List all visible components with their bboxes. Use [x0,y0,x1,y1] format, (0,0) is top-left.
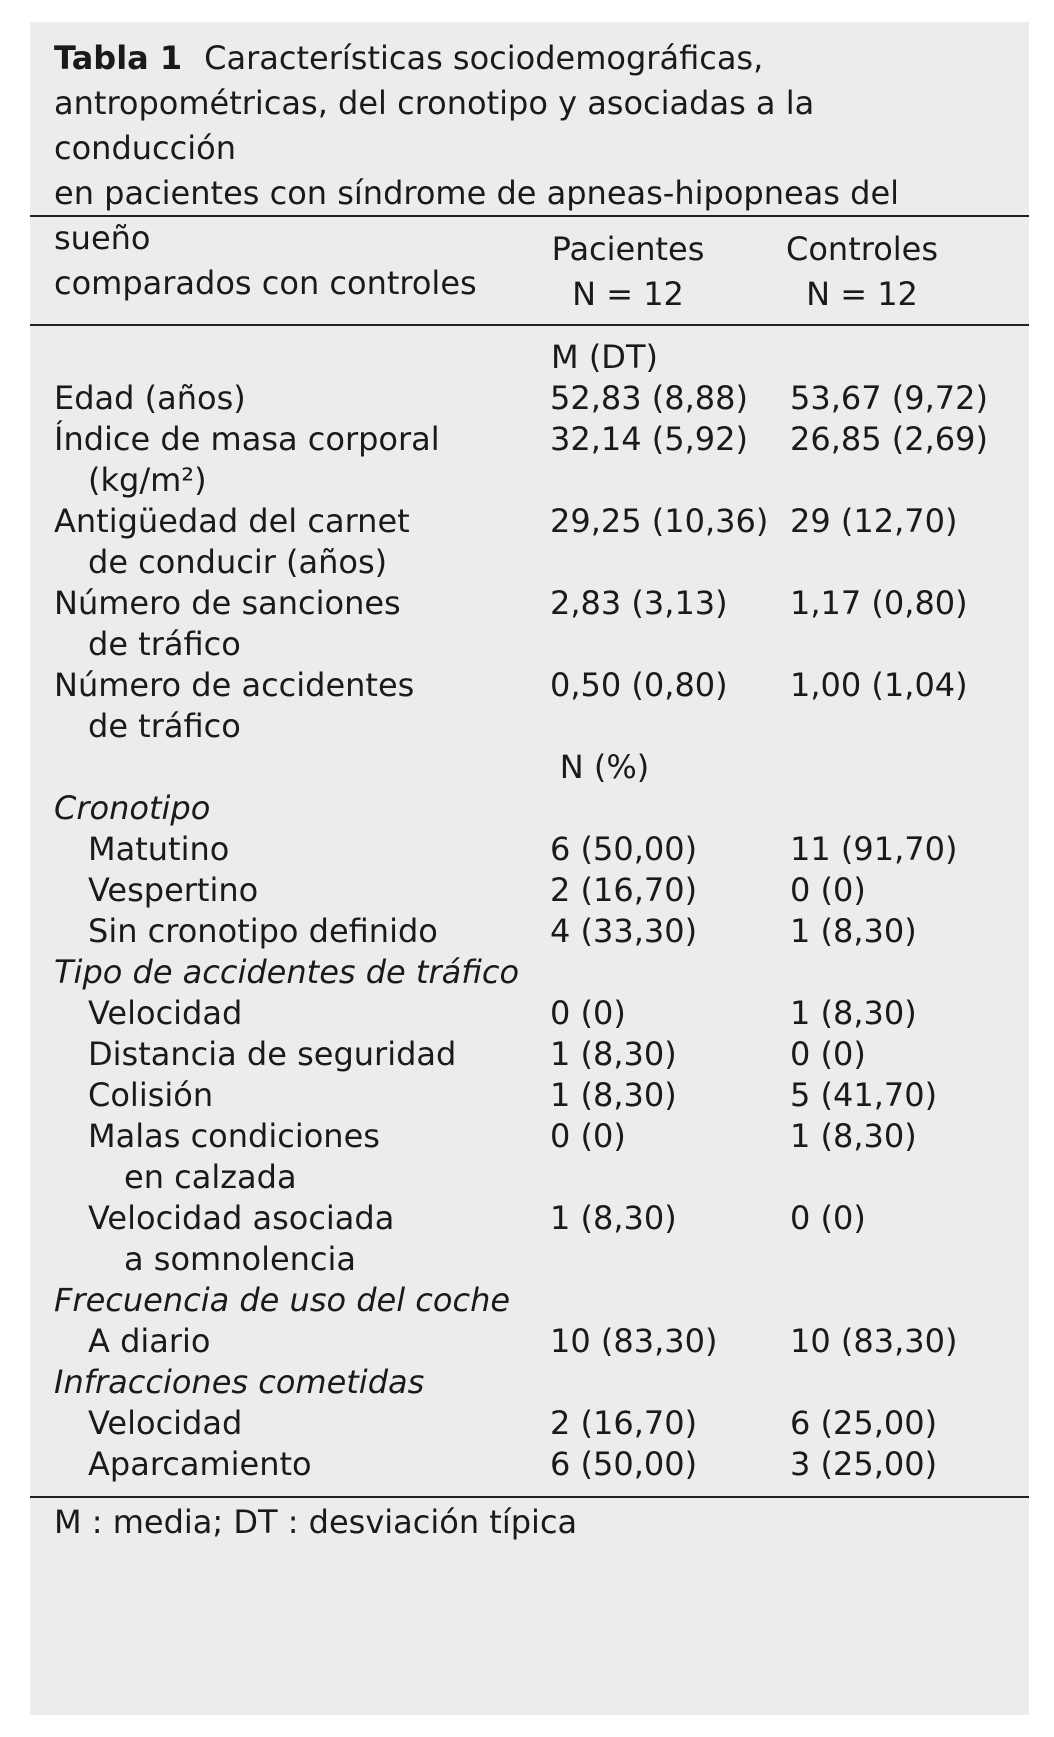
top-rule [30,215,1029,217]
row-label: de conducir (años) [88,543,388,581]
section-label: Infracciones cometidas [54,1363,425,1401]
row-label: Matutino [88,830,230,868]
table-row [30,458,1029,503]
row-label: Distancia de seguridad [88,1035,457,1073]
caption-line: Características sociodemográficas, [204,39,764,77]
table-row [30,663,1029,708]
table-row [30,499,1029,544]
subhead-pct: N (%) [559,748,650,786]
row-label: en calzada [124,1158,297,1196]
cell-pacientes: 1 (8,30) [550,1199,677,1237]
table-row [30,909,1029,954]
cell-pacientes: 4 (33,30) [550,912,698,950]
cell-controles: 10 (83,30) [790,1322,958,1360]
table-card [30,22,1029,1715]
cell-pacientes: 2 (16,70) [550,1404,698,1442]
cell-controles: 0 (0) [790,871,866,909]
column-header-line: Pacientes [551,230,705,268]
row-label: de tráfico [88,625,241,663]
cell-controles: 1 (8,30) [790,912,917,950]
table-row [30,581,1029,626]
cell-controles: 1 (8,30) [790,994,917,1032]
cell-pacientes: 6 (50,00) [550,830,698,868]
section-row [30,1360,1029,1405]
cell-controles: 11 (91,70) [790,830,958,868]
section-label: Cronotipo [54,789,211,827]
cell-pacientes: 1 (8,30) [550,1035,677,1073]
bottom-rule [30,1496,1029,1498]
caption-line: comparados con controles [54,264,477,302]
cell-controles: 0 (0) [790,1035,866,1073]
row-label: Velocidad asociada [88,1199,395,1237]
row-label: a somnolencia [124,1240,357,1278]
section-row [30,786,1029,831]
table-row [30,827,1029,872]
table-row [30,376,1029,421]
row-label: Velocidad [88,994,243,1032]
cell-controles: 1,17 (0,80) [790,584,968,622]
table-row [30,1442,1029,1487]
row-label: Número de accidentes [54,666,415,704]
row-label: Malas condiciones [88,1117,380,1155]
table-row [30,1155,1029,1200]
cell-pacientes: 1 (8,30) [550,1076,677,1114]
table-row [30,1114,1029,1159]
row-label: Número de sanciones [54,584,401,622]
table-row [30,622,1029,667]
subhead-mean: M (DT) [551,338,658,376]
cell-controles: 1 (8,30) [790,1117,917,1155]
row-label: Sin cronotipo definido [88,912,438,950]
section-label: Frecuencia de uso del coche [54,1281,511,1319]
row-label: Colisión [88,1076,214,1114]
section-row [30,950,1029,995]
row-label: A diario [88,1322,211,1360]
cell-controles: 1,00 (1,04) [790,666,968,704]
cell-pacientes: 2 (16,70) [550,871,698,909]
table-row [30,1237,1029,1282]
section-row [30,1278,1029,1323]
caption-line: antropométricas, del cronotipo y asociadas a la conducción [54,84,815,167]
table-footnote: M : media; DT : desviación típica [54,1503,578,1541]
column-header-line: N = 12 [806,275,918,313]
cell-pacientes: 10 (83,30) [550,1322,718,1360]
table-row [30,1196,1029,1241]
row-label: Edad (años) [54,379,246,417]
table-row [30,991,1029,1036]
row-label: Aparcamiento [88,1445,312,1483]
caption-line: en pacientes con síndrome de apneas-hipopneas del sueño [54,174,900,257]
table-row [30,1032,1029,1077]
cell-controles: 5 (41,70) [790,1076,938,1114]
table-row [30,1319,1029,1364]
cell-pacientes: 6 (50,00) [550,1445,698,1483]
row-label: Velocidad [88,1404,243,1442]
cell-controles: 26,85 (2,69) [790,420,988,458]
section-label: Tipo de accidentes de tráfico [54,953,520,991]
table-row [30,704,1029,749]
table-row [30,1401,1029,1446]
subhead-row [30,335,1029,380]
cell-pacientes: 29,25 (10,36) [550,502,769,540]
cell-pacientes: 2,83 (3,13) [550,584,728,622]
cell-controles: 29 (12,70) [790,502,958,540]
cell-pacientes: 32,14 (5,92) [550,420,748,458]
row-label: (kg/m²) [88,461,207,499]
header-rule [30,324,1029,326]
row-label: Vespertino [88,871,259,909]
table-row [30,417,1029,462]
column-header-line: N = 12 [572,275,684,313]
row-label: Índice de masa corporal [54,420,440,458]
row-label: Antigüedad del carnet [54,502,410,540]
table-row [30,1073,1029,1118]
cell-pacientes: 0,50 (0,80) [550,666,728,704]
cell-pacientes: 0 (0) [550,994,626,1032]
column-header-controles [732,227,992,317]
cell-pacientes: 52,83 (8,88) [550,379,748,417]
table-label: Tabla 1 [54,39,183,77]
subhead-row [30,745,1029,790]
cell-controles: 53,67 (9,72) [790,379,988,417]
table-row [30,540,1029,585]
cell-controles: 0 (0) [790,1199,866,1237]
cell-controles: 6 (25,00) [790,1404,938,1442]
table-row [30,868,1029,913]
column-header-line: Controles [785,230,939,268]
row-label: de tráfico [88,707,241,745]
cell-pacientes: 0 (0) [550,1117,626,1155]
cell-controles: 3 (25,00) [790,1445,938,1483]
column-header-pacientes [498,227,758,317]
